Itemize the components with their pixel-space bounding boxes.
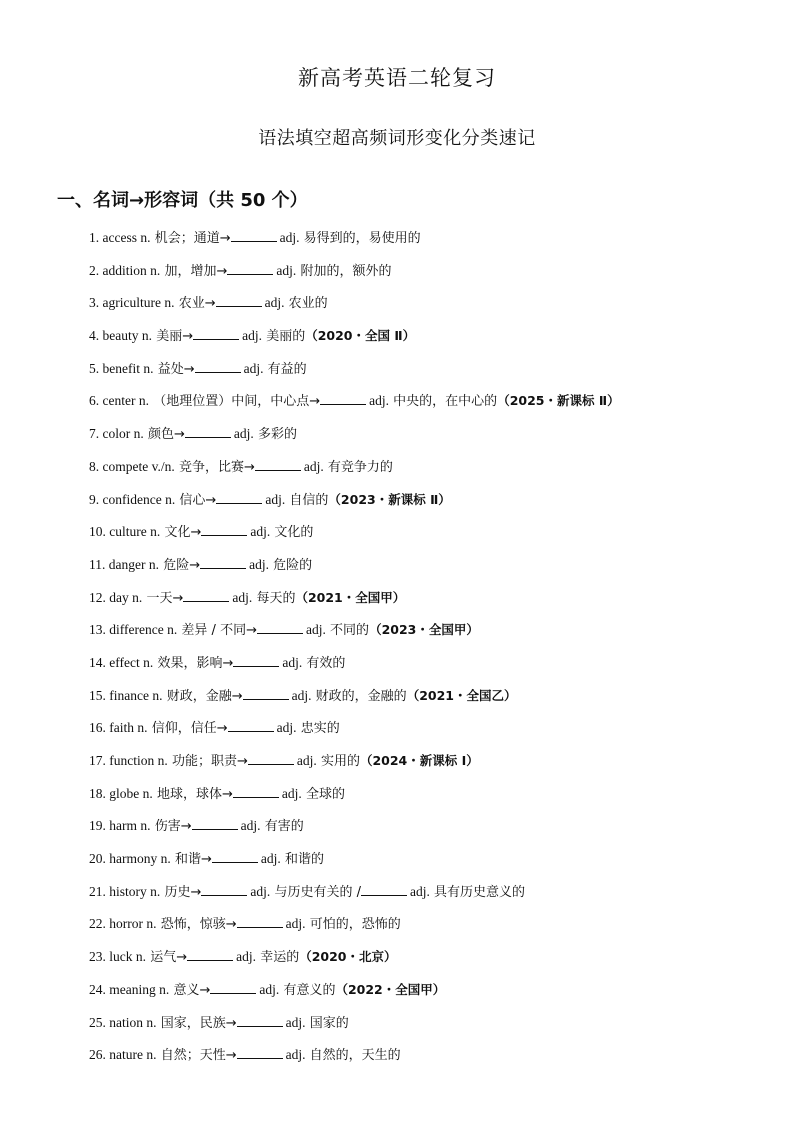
item-word: 4. beauty n. <box>89 328 152 344</box>
item-meaning: 危险的 <box>273 557 313 573</box>
item-gloss: 差异 / 不同→ <box>181 623 257 639</box>
item-meaning: 不同的 <box>330 623 370 639</box>
list-item <box>89 847 769 880</box>
item-word: 25. nation n. <box>89 1014 157 1030</box>
item-word: 18. globe n. <box>89 785 153 801</box>
answer-blank <box>233 652 279 667</box>
item-pos: adj. <box>240 818 261 834</box>
answer-blank <box>212 848 258 863</box>
item-gloss: 信心→ <box>179 492 217 508</box>
item-meaning: 忠实的 <box>300 721 340 737</box>
section-heading: 一、名词→形容词（共 50 个） <box>57 190 308 211</box>
item-pos: adj. <box>281 785 302 801</box>
answer-blank <box>237 913 283 928</box>
answer-blank <box>231 227 277 242</box>
answer-blank <box>257 619 303 634</box>
list-item <box>89 912 769 945</box>
exam-source: （2023・新课标 Ⅱ） <box>328 491 451 507</box>
item-pos: adj. <box>303 458 324 474</box>
list-item <box>89 553 769 586</box>
list-item <box>89 455 769 488</box>
item-pos: adj. <box>369 393 389 409</box>
answer-blank <box>193 325 239 340</box>
list-item <box>89 749 769 782</box>
item-word: 5. benefit n. <box>89 360 154 376</box>
list-item <box>89 978 769 1011</box>
item-pos: adj. <box>305 622 326 638</box>
item-gloss: 信仰，信任→ <box>151 721 228 737</box>
item-gloss: 历史→ <box>164 884 202 900</box>
document-title: 新高考英语二轮复习 <box>298 66 496 90</box>
item-gloss: 恐怖，惊骇→ <box>160 917 237 933</box>
item-word: 21. history n. <box>89 883 161 899</box>
item-meaning: 有害的 <box>264 819 304 835</box>
item-word: 17. function n. <box>89 753 168 768</box>
list-item <box>89 586 769 619</box>
answer-blank <box>185 423 231 438</box>
item-word: 2. addition n. <box>89 262 161 278</box>
answer-blank <box>210 979 256 994</box>
exam-source: （2024・新课标 Ⅰ） <box>359 753 479 768</box>
exam-source: （2025・新课标 Ⅱ） <box>497 393 620 409</box>
item-gloss: 国家，民族→ <box>160 1015 237 1031</box>
item-pos: adj. <box>233 426 254 442</box>
item-meaning: 附加的，额外的 <box>300 263 392 279</box>
item-gloss: 财政，金融→ <box>166 688 243 704</box>
item-pos: adj. <box>242 328 262 344</box>
list-item <box>89 357 769 390</box>
list-item <box>89 814 769 847</box>
item-pos: adj. <box>232 589 253 605</box>
item-pos: adj. <box>259 981 280 997</box>
item-word: 26. nature n. <box>89 1047 157 1063</box>
answer-blank <box>243 685 289 700</box>
item-gloss: 意义→ <box>173 982 211 998</box>
item-word: 8. compete v./n. <box>89 458 175 474</box>
item-pos: adj. <box>279 230 300 245</box>
item-gloss: 美丽→ <box>156 329 194 345</box>
item-meaning: 与历史有关的 / <box>274 884 361 900</box>
item-word: 7. color n. <box>89 426 144 442</box>
item-meaning: 文化的 <box>274 525 314 541</box>
item-word: 15. finance n. <box>89 687 163 703</box>
item-meaning: 国家的 <box>309 1015 349 1031</box>
list-item <box>89 324 769 357</box>
item-meaning: 多彩的 <box>257 427 297 443</box>
item-meaning: 实用的 <box>320 754 360 769</box>
list-item <box>89 259 769 292</box>
item-gloss: 竞争，比赛→ <box>178 459 255 475</box>
list-item <box>89 291 769 324</box>
item-pos: adj. <box>250 524 271 540</box>
item-word: 13. difference n. <box>89 622 178 638</box>
answer-blank <box>187 946 233 961</box>
answer-blank <box>248 750 294 765</box>
list-item <box>89 1043 769 1076</box>
answer-blank <box>227 260 273 275</box>
item-meaning: 财政的，金融的 <box>315 688 407 704</box>
exam-source: （2021・全国甲） <box>295 589 406 605</box>
item-word: 11. danger n. <box>89 556 159 572</box>
answer-blank <box>361 881 407 896</box>
item-word: 3. agriculture n. <box>89 295 175 311</box>
item-gloss: 伤害→ <box>154 819 192 835</box>
item-pos: adj. <box>276 720 297 736</box>
answer-blank <box>255 456 301 471</box>
item-word: 10. culture n. <box>89 524 161 540</box>
answer-blank <box>216 489 262 504</box>
item-meaning: 全球的 <box>305 786 345 802</box>
list-item <box>89 422 769 455</box>
exam-source: （2021・全国乙） <box>406 687 517 703</box>
item-meaning: 可怕的，恐怖的 <box>309 917 401 933</box>
item-meaning: 中央的，在中心的 <box>393 394 498 410</box>
list-item <box>89 945 769 978</box>
answer-blank <box>195 358 241 373</box>
list-item <box>89 880 769 913</box>
item-meaning: 每天的 <box>256 590 296 606</box>
item-pos: adj. <box>291 687 312 703</box>
item-meaning: 有意义的 <box>283 982 336 998</box>
answer-blank <box>200 554 246 569</box>
item-pos: adj. <box>409 883 430 899</box>
exam-source: （2023・全国甲） <box>369 622 479 638</box>
list-item <box>89 520 769 553</box>
item-gloss: 益处→ <box>157 361 195 377</box>
list-item <box>89 651 769 684</box>
list-item <box>89 716 769 749</box>
exam-source: （2020・全国 Ⅱ） <box>305 328 416 344</box>
answer-blank <box>201 521 247 536</box>
item-pos: adj. <box>285 1047 306 1063</box>
item-gloss: 加，增加→ <box>164 263 228 279</box>
item-word: 24. meaning n. <box>89 981 170 997</box>
list-item <box>89 389 769 422</box>
answer-blank <box>320 390 366 405</box>
list-item <box>89 226 769 259</box>
item-gloss: 危险→ <box>163 557 201 573</box>
item-meaning: 幸运的 <box>260 950 300 966</box>
vocabulary-list <box>89 226 769 1076</box>
item-word: 9. confidence n. <box>89 491 176 507</box>
list-item <box>89 782 769 815</box>
item-pos: adj. <box>285 1014 306 1030</box>
item-gloss: 文化→ <box>164 525 202 541</box>
answer-blank <box>228 717 274 732</box>
item-word: 19. harm n. <box>89 818 151 834</box>
item-word: 16. faith n. <box>89 720 148 736</box>
list-item <box>89 1011 769 1044</box>
item-gloss: 机会；通道→ <box>154 231 231 246</box>
item-meaning: 美丽的 <box>266 329 306 345</box>
item-word: 14. effect n. <box>89 654 154 670</box>
item-meaning: 有益的 <box>267 361 307 377</box>
list-item <box>89 684 769 717</box>
item-pos: adj. <box>276 262 297 278</box>
item-gloss: （地理位置）中间，中心点→ <box>153 394 321 410</box>
item-gloss: 颜色→ <box>147 427 185 443</box>
item-gloss: 运气→ <box>150 950 188 966</box>
item-meaning: 农业的 <box>288 296 328 312</box>
item-word: 1. access n. <box>89 230 151 245</box>
exam-source: （2022・全国甲） <box>335 981 446 997</box>
item-pos: adj. <box>282 654 303 670</box>
item-gloss: 效果，影响→ <box>157 655 234 671</box>
item-word: 20. harmony n. <box>89 851 171 867</box>
answer-blank <box>183 587 229 602</box>
item-meaning: 和谐的 <box>284 852 324 868</box>
item-gloss: 和谐→ <box>174 852 212 868</box>
item-meaning: 易得到的，易使用的 <box>303 231 421 246</box>
item-meaning: 自信的 <box>289 492 329 508</box>
item-word: 6. center n. <box>89 393 149 409</box>
item-pos: adj. <box>285 916 306 932</box>
item-gloss: 自然；天性→ <box>160 1048 237 1064</box>
item-pos: adj. <box>243 360 264 376</box>
item-meaning: 自然的，天生的 <box>309 1048 401 1064</box>
item-pos: adj. <box>249 556 269 572</box>
answer-blank <box>237 1044 283 1059</box>
item-meaning: 有竞争力的 <box>327 459 393 475</box>
answer-blank <box>201 881 247 896</box>
document-subtitle: 语法填空超高频词形变化分类速记 <box>258 128 536 149</box>
exam-source: （2020・北京） <box>299 949 397 965</box>
list-item <box>89 618 769 651</box>
item-pos: adj. <box>296 753 317 768</box>
item-pos: adj. <box>236 949 256 965</box>
item-meaning: 具有历史意义的 <box>434 884 526 900</box>
item-meaning: 有效的 <box>306 655 346 671</box>
item-word: 12. day n. <box>89 589 143 605</box>
item-gloss: 农业→ <box>178 296 216 312</box>
answer-blank <box>216 292 262 307</box>
item-gloss: 功能；职责→ <box>171 754 248 769</box>
item-pos: adj. <box>264 295 285 311</box>
answer-blank <box>237 1012 283 1027</box>
answer-blank <box>192 815 238 830</box>
answer-blank <box>233 783 279 798</box>
list-item <box>89 488 769 521</box>
item-gloss: 一天→ <box>146 590 184 606</box>
item-word: 22. horror n. <box>89 916 157 932</box>
item-word: 23. luck n. <box>89 949 146 965</box>
item-pos: adj. <box>265 491 286 507</box>
item-pos: adj. <box>250 883 271 899</box>
item-pos: adj. <box>260 851 281 867</box>
item-gloss: 地球，球体→ <box>156 786 233 802</box>
